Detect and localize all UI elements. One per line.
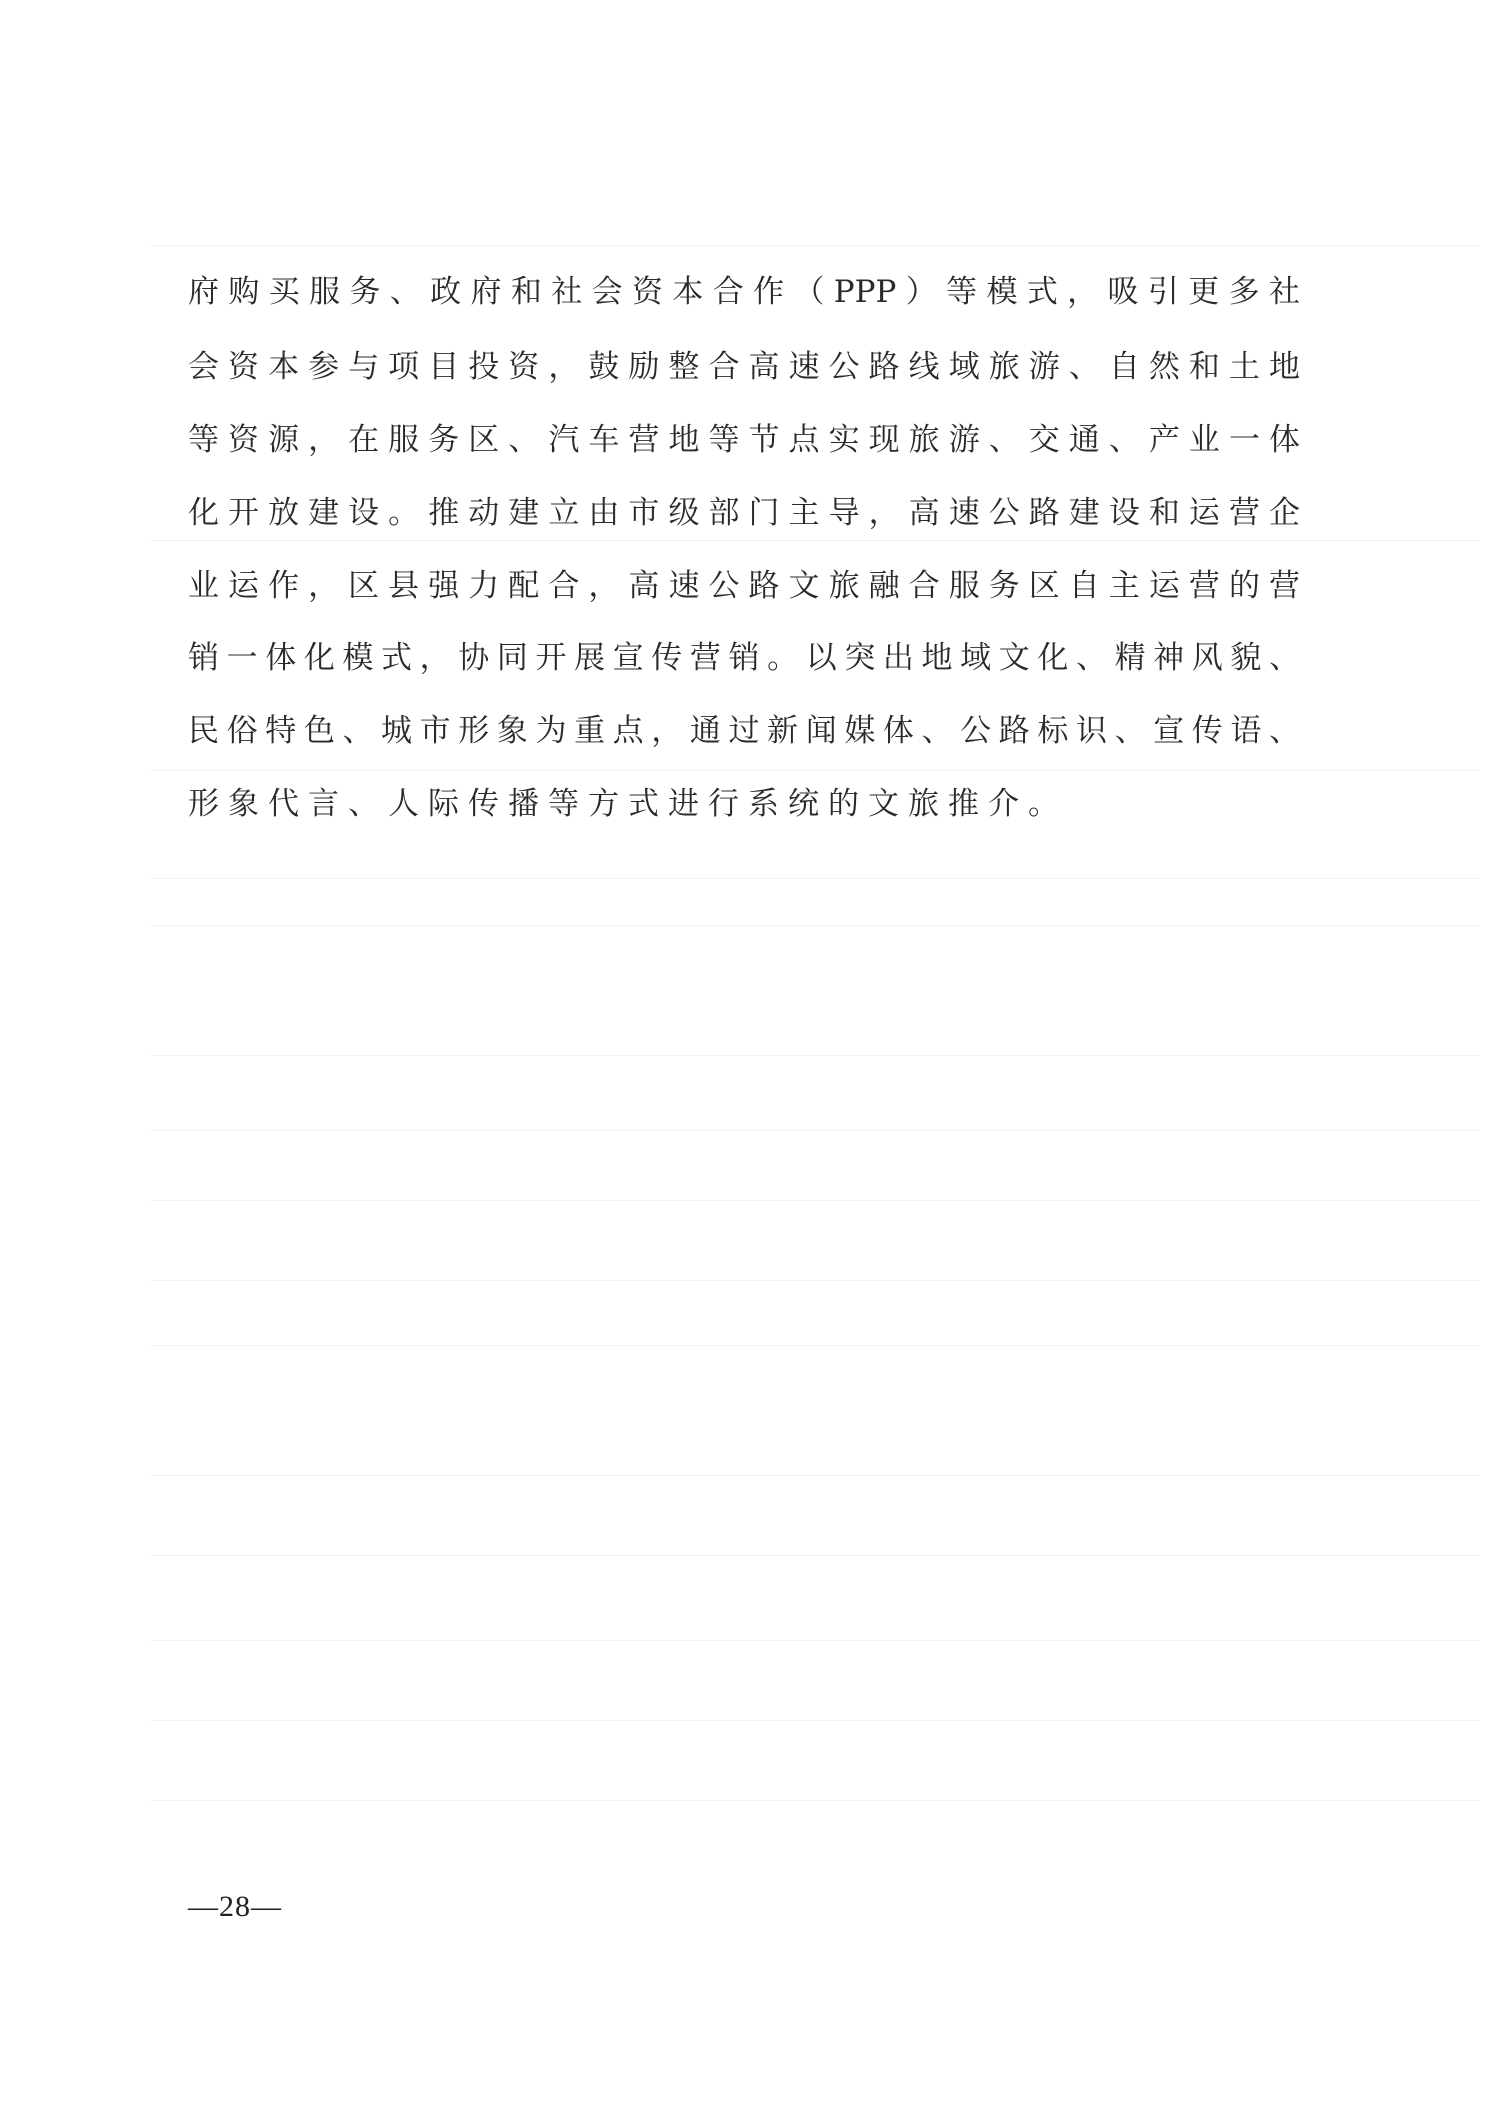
scan-artifact-line (150, 1800, 1480, 1801)
paragraph-line: 民俗特色、城市形象为重点，通过新闻媒体、公路标识、宣传语、 (188, 713, 1300, 749)
paragraph-line: 会资本参与项目投资，鼓励整合高速公路线域旅游、自然和土地 (188, 349, 1300, 385)
paragraph-line: 府购买服务、政府和社会资本合作（PPP）等模式，吸引更多社 (188, 274, 1300, 310)
scan-artifact-line (150, 1280, 1480, 1281)
scan-artifact-line (150, 1475, 1480, 1476)
paragraph-line: 等资源，在服务区、汽车营地等节点实现旅游、交通、产业一体 (188, 422, 1300, 458)
page-number: —28— (188, 1890, 282, 1923)
scan-artifact-line (150, 1200, 1480, 1201)
scan-artifact-line (150, 770, 1480, 771)
scan-artifact-line (150, 1555, 1480, 1556)
scan-artifact-line (150, 1640, 1480, 1641)
paragraph-line: 业运作，区县强力配合，高速公路文旅融合服务区自主运营的营 (188, 568, 1300, 604)
scan-artifact-line (150, 1345, 1480, 1346)
scan-artifact-line (150, 245, 1480, 246)
scan-artifact-line (150, 1130, 1480, 1131)
scan-artifact-line (150, 1055, 1480, 1056)
scan-artifact-line (150, 925, 1480, 926)
scan-artifact-line (150, 878, 1480, 879)
paragraph-line: 销一体化模式，协同开展宣传营销。以突出地域文化、精神风貌、 (188, 640, 1300, 676)
scan-artifact-line (150, 1720, 1480, 1721)
paragraph-line: 形象代言、人际传播等方式进行系统的文旅推介。 (188, 786, 1068, 822)
paragraph-line: 化开放建设。推动建立由市级部门主导，高速公路建设和运营企 (188, 495, 1300, 531)
scan-artifact-line (150, 540, 1480, 541)
